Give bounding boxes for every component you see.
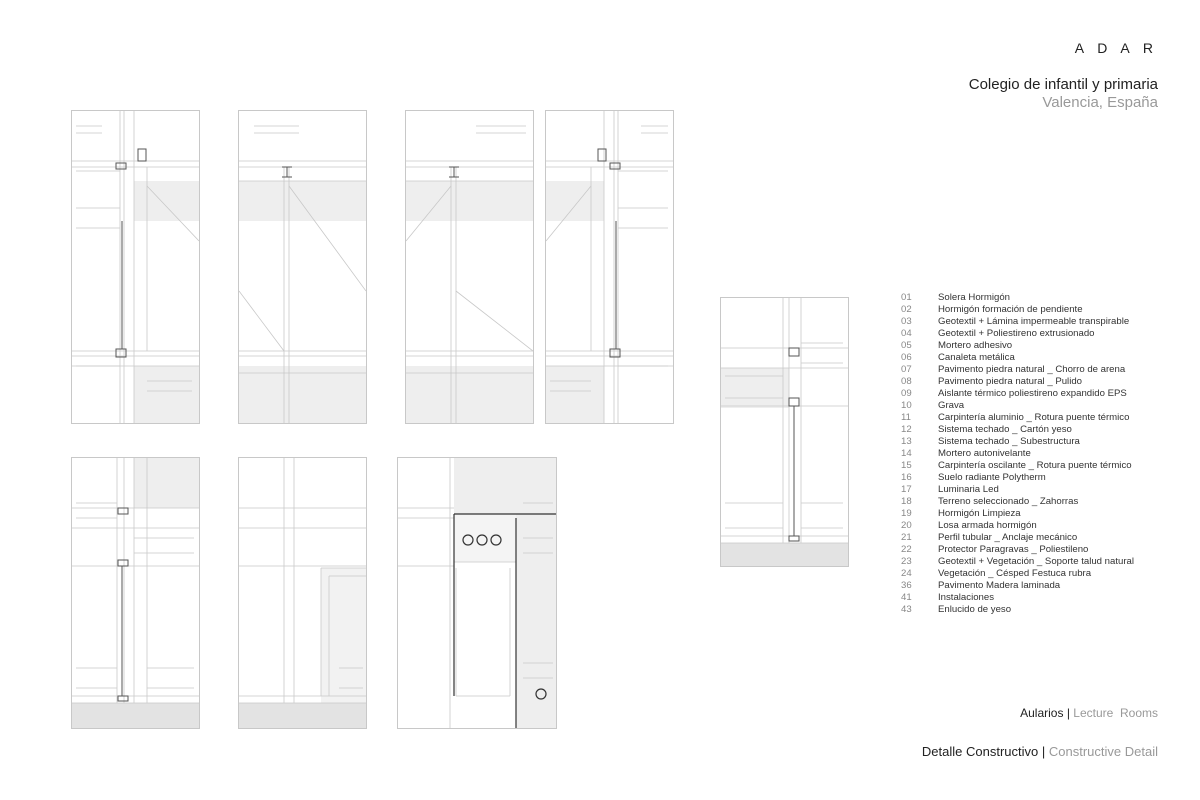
detail-caption — [922, 744, 1158, 759]
legend-item-text: Geotextil + Lámina impermeable transpirable — [938, 316, 1130, 327]
legend-item-text: Mortero autonivelante — [938, 448, 1031, 459]
detail-sheet-6 — [238, 457, 367, 729]
legend-item-text: Aislante térmico poliestireno expandido EPS — [938, 388, 1127, 399]
detail-caption-secondary: Constructive Detail — [1048, 744, 1158, 759]
legend-item — [901, 316, 1134, 328]
legend-item-number: 01 — [901, 292, 912, 303]
legend-item-text: Losa armada hormigón — [938, 520, 1037, 531]
section-caption — [1020, 706, 1158, 720]
legend-item — [901, 556, 1134, 568]
legend-item — [901, 436, 1134, 448]
legend-item-text: Perfil tubular _ Anclaje mecánico — [938, 532, 1078, 543]
legend-item-number: 10 — [901, 400, 912, 411]
brand-logo: A D A R — [1074, 40, 1158, 56]
legend-item — [901, 400, 1134, 412]
legend-item-number: 19 — [901, 508, 912, 519]
detail-caption-primary: Detalle Constructivo — [921, 744, 1039, 759]
legend-item-number: 02 — [901, 304, 912, 315]
legend-item-number: 18 — [901, 496, 912, 507]
legend-item-number: 12 — [901, 424, 912, 435]
legend-item-text: Pavimento piedra natural _ Pulido — [938, 376, 1082, 387]
legend-item-number: 21 — [901, 532, 912, 543]
legend-item — [901, 376, 1134, 388]
legend-item — [901, 412, 1134, 424]
legend-item-number: 11 — [901, 412, 911, 423]
legend-item — [901, 532, 1134, 544]
legend-item-number: 16 — [901, 472, 912, 483]
legend-item-text: Hormigón Limpieza — [938, 508, 1021, 519]
legend-item-text: Protector Paragravas _ Poliestileno — [938, 544, 1089, 555]
legend-item-text: Mortero adhesivo — [938, 340, 1013, 351]
legend-item-text: Carpintería oscilante _ Rotura puente térmico — [938, 460, 1132, 471]
detail-sheet-5 — [71, 457, 200, 729]
legend-item — [901, 520, 1134, 532]
legend-item-text: Sistema techado _ Subestructura — [938, 436, 1080, 447]
legend-item-number: 07 — [901, 364, 912, 375]
legend-item — [901, 364, 1134, 376]
legend-item-number: 08 — [901, 376, 912, 387]
legend-item-number: 05 — [901, 340, 912, 351]
detail-caption-separator: | — [1041, 744, 1046, 759]
legend-item-number: 36 — [901, 580, 912, 591]
legend-item-number: 15 — [901, 460, 912, 471]
legend-item-text: Carpintería aluminio _ Rotura puente térmico — [938, 412, 1130, 423]
legend-item-number: 24 — [901, 568, 912, 579]
detail-sheet-1 — [71, 110, 200, 424]
legend-item-text: Luminaria Led — [938, 484, 999, 495]
legend-item — [901, 328, 1134, 340]
legend-item-number: 43 — [901, 604, 912, 615]
project-location: Valencia, España — [1042, 94, 1158, 111]
legend-item — [901, 484, 1134, 496]
legend-item-text: Canaleta metálica — [938, 352, 1015, 363]
legend-item-number: 17 — [901, 484, 912, 495]
legend-item-text: Enlucido de yeso — [938, 604, 1012, 615]
detail-sheet-4 — [545, 110, 674, 424]
legend-item — [901, 424, 1134, 436]
legend-item — [901, 292, 1134, 304]
legend-item-text: Geotextil + Vegetación _ Soporte talud natural — [938, 556, 1135, 567]
legend-item — [901, 448, 1134, 460]
detail-sheet-3 — [405, 110, 534, 424]
legend-item-number: 09 — [901, 388, 912, 399]
detail-sheet-2 — [238, 110, 367, 424]
legend-item-text: Pavimento Madera laminada — [938, 580, 1061, 591]
legend-item-text: Vegetación _ Césped Festuca rubra — [938, 568, 1092, 579]
legend-item-text: Instalaciones — [938, 592, 994, 603]
legend-item — [901, 544, 1134, 556]
legend-item — [901, 592, 1134, 604]
section-caption-secondary: Lecture Rooms — [1073, 706, 1158, 720]
legend-item — [901, 340, 1134, 352]
legend-item-text: Terreno seleccionado _ Zahorras — [938, 496, 1079, 507]
legend-item — [901, 496, 1134, 508]
legend-item-text: Suelo radiante Polytherm — [938, 472, 1046, 483]
legend-item — [901, 304, 1134, 316]
detail-sheet-7 — [397, 457, 557, 729]
legend — [901, 292, 1134, 616]
legend-item-number: 03 — [901, 316, 912, 327]
legend-item — [901, 388, 1134, 400]
legend-item-number: 20 — [901, 520, 912, 531]
legend-item-number: 13 — [901, 436, 912, 447]
section-caption-separator: | — [1066, 706, 1070, 720]
legend-item-number: 23 — [901, 556, 912, 567]
legend-item-number: 14 — [901, 448, 912, 459]
legend-item-number: 41 — [901, 592, 912, 603]
detail-sheet-8 — [720, 297, 849, 567]
legend-item-text: Grava — [938, 400, 965, 411]
legend-item — [901, 604, 1134, 616]
legend-item-text: Sistema techado _ Cartón yeso — [938, 424, 1072, 435]
legend-item-text: Hormigón formación de pendiente — [938, 304, 1083, 315]
legend-item-number: 06 — [901, 352, 912, 363]
legend-item — [901, 568, 1134, 580]
legend-item — [901, 472, 1134, 484]
legend-item — [901, 460, 1134, 472]
legend-item-number: 04 — [901, 328, 912, 339]
legend-item-number: 22 — [901, 544, 912, 555]
project-title: Colegio de infantil y primaria — [968, 76, 1158, 93]
legend-item — [901, 580, 1134, 592]
section-caption-primary: Aularios — [1020, 706, 1064, 720]
legend-item — [901, 352, 1134, 364]
legend-item — [901, 508, 1134, 520]
legend-item-text: Solera Hormigón — [938, 292, 1010, 303]
legend-item-text: Geotextil + Poliestireno extrusionado — [938, 328, 1095, 339]
legend-item-text: Pavimento piedra natural _ Chorro de arena — [938, 364, 1126, 375]
